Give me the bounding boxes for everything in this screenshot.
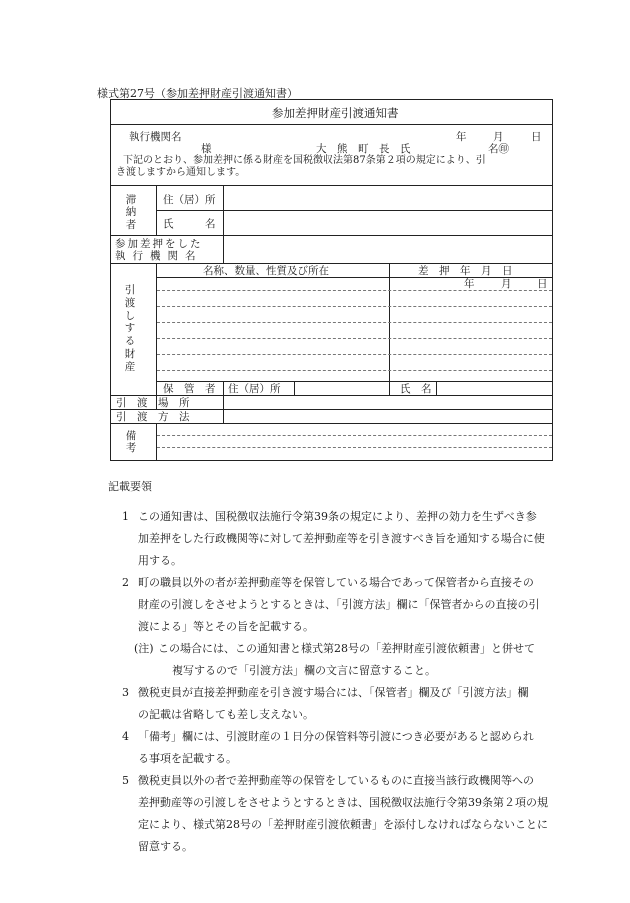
- instruction-number: 1: [122, 510, 129, 523]
- taxpayer-label: 滞納者: [125, 194, 137, 231]
- form-number: 様式第27号（参加差押財産引渡通知書）: [97, 87, 298, 100]
- instruction-line: 複写するので「引渡方法」欄の文言に留意すること。: [172, 664, 436, 677]
- instruction-line: 徴税吏員以外の者で差押動産等の保管をしているものに直接当該行政機関等への: [138, 774, 534, 787]
- divider: [111, 409, 552, 410]
- executing-agency-label: 執行機関名: [115, 250, 203, 262]
- notice-form: [110, 99, 553, 461]
- dotted-rule: [157, 306, 552, 307]
- divider: [389, 263, 390, 395]
- custodian-address-label: 住（居）所: [228, 383, 281, 395]
- remarks-label: 備考: [125, 430, 137, 455]
- instruction-line: 徴税吏員が直接差押動産を引き渡す場合には、「保管者」欄及び「引渡方法」欄: [138, 686, 529, 699]
- name-label: 氏 名: [163, 218, 216, 230]
- dotted-rule: [157, 370, 552, 371]
- instruction-item: [108, 682, 578, 726]
- divider: [223, 381, 224, 395]
- date-day: 日: [531, 131, 542, 143]
- divider: [223, 395, 224, 423]
- body-text: 下記のとおり、参加差押に係る財産を国税徴収法第87条第２項の規定により、引: [123, 155, 486, 166]
- instruction-line: 留意する。: [138, 840, 193, 853]
- instruction-number: 4: [122, 730, 129, 743]
- property-header: 名称、数量、性質及び所在: [203, 265, 329, 277]
- instruction-item: [108, 770, 578, 858]
- divider: [111, 263, 552, 264]
- instruction-caution: [108, 638, 578, 682]
- document-title: 参加差押財産引渡通知書: [272, 106, 399, 120]
- executing-agency-label: 参加差押をした: [115, 238, 203, 250]
- divider: [436, 381, 437, 395]
- dotted-rule: [157, 338, 552, 339]
- dotted-rule: [157, 354, 552, 355]
- instruction-line: この通知書は、国税徴収法施行令第39条の規定により、差押の効力を生ずべき参: [138, 510, 537, 523]
- instruction-line: る事項を記載する。: [138, 752, 237, 765]
- instruction-line: 定により、様式第28号の「差押財産引渡依頼書」を添付しなければならないことに: [138, 818, 548, 831]
- delivery-place-label: 引 渡 場 所: [116, 397, 190, 409]
- dotted-rule: [157, 322, 552, 323]
- instruction-number: 5: [122, 774, 129, 787]
- divider: [156, 277, 552, 278]
- instruction-line: 差押動産等の引渡しをさせようとするときは、国税徴収法施行令第39条第２項の規: [138, 796, 548, 809]
- sender-name: 大 熊 町 長 氏: [316, 143, 411, 155]
- divider: [156, 263, 157, 409]
- divider: [156, 423, 157, 460]
- dotted-rule: [157, 290, 552, 291]
- property-group-label: 引渡しする財産: [124, 284, 136, 373]
- dotted-rule: [157, 447, 552, 448]
- divider: [223, 235, 224, 263]
- instruction-item: [108, 726, 578, 770]
- instruction-line: 加差押をした行政機関等に対して差押動産等を引き渡すべき旨を通知する場合に使: [138, 532, 545, 545]
- instruction-item: [108, 506, 578, 572]
- delivery-method-label: 引 渡 方 法: [116, 411, 190, 423]
- divider: [111, 235, 552, 236]
- instruction-item: [108, 572, 578, 638]
- date-year: 年: [456, 131, 467, 143]
- divider: [111, 124, 552, 125]
- seizure-date-month: 月: [501, 278, 512, 290]
- instruction-line: の記載は省略しても差し支えない。: [138, 708, 314, 721]
- instruction-number: 2: [122, 576, 129, 589]
- divider: [111, 423, 552, 424]
- instruction-line: この場合には、この通知書と様式第28号の「差押財産引渡依頼書」と併せて: [158, 642, 535, 655]
- divider: [156, 210, 552, 211]
- seizure-date-year: 年: [464, 278, 475, 290]
- divider: [111, 395, 552, 396]
- body-text: き渡しますから通知します。: [116, 167, 246, 178]
- seal-mark: 名㊞: [488, 143, 509, 155]
- instruction-line: 「備考」欄には、引渡財産の１日分の保管料等引渡につき必要があると認められ: [138, 730, 534, 743]
- divider: [156, 381, 552, 382]
- date-month: 月: [493, 131, 504, 143]
- custodian-name-label: 氏 名: [400, 383, 432, 395]
- instruction-line: 財産の引渡しをさせようとするときは、「引渡方法」欄に「保管者からの直接の引: [138, 598, 540, 611]
- divider: [111, 185, 552, 186]
- honorific-sama: 様: [201, 143, 212, 155]
- address-label: 住（居）所: [163, 194, 216, 206]
- instructions-heading: 記載要領: [108, 480, 152, 493]
- instruction-line: 町の職員以外の者が差押動産等を保管している場合であって保管者から直接その: [138, 576, 534, 589]
- instruction-number: 3: [122, 686, 129, 699]
- custodian-label: 保 管 者: [163, 383, 216, 395]
- dotted-rule: [157, 435, 552, 436]
- instructions: [108, 478, 578, 858]
- divider: [294, 381, 295, 395]
- seizure-date-header: 差 押 年 月 日: [418, 265, 513, 277]
- addressee-label: 執行機関名: [129, 131, 182, 143]
- instruction-line: 用する。: [138, 554, 182, 567]
- caution-label: (注): [134, 642, 154, 655]
- instruction-line: 渡による」等とその旨を記載する。: [138, 620, 314, 633]
- seizure-date-day: 日: [537, 278, 548, 290]
